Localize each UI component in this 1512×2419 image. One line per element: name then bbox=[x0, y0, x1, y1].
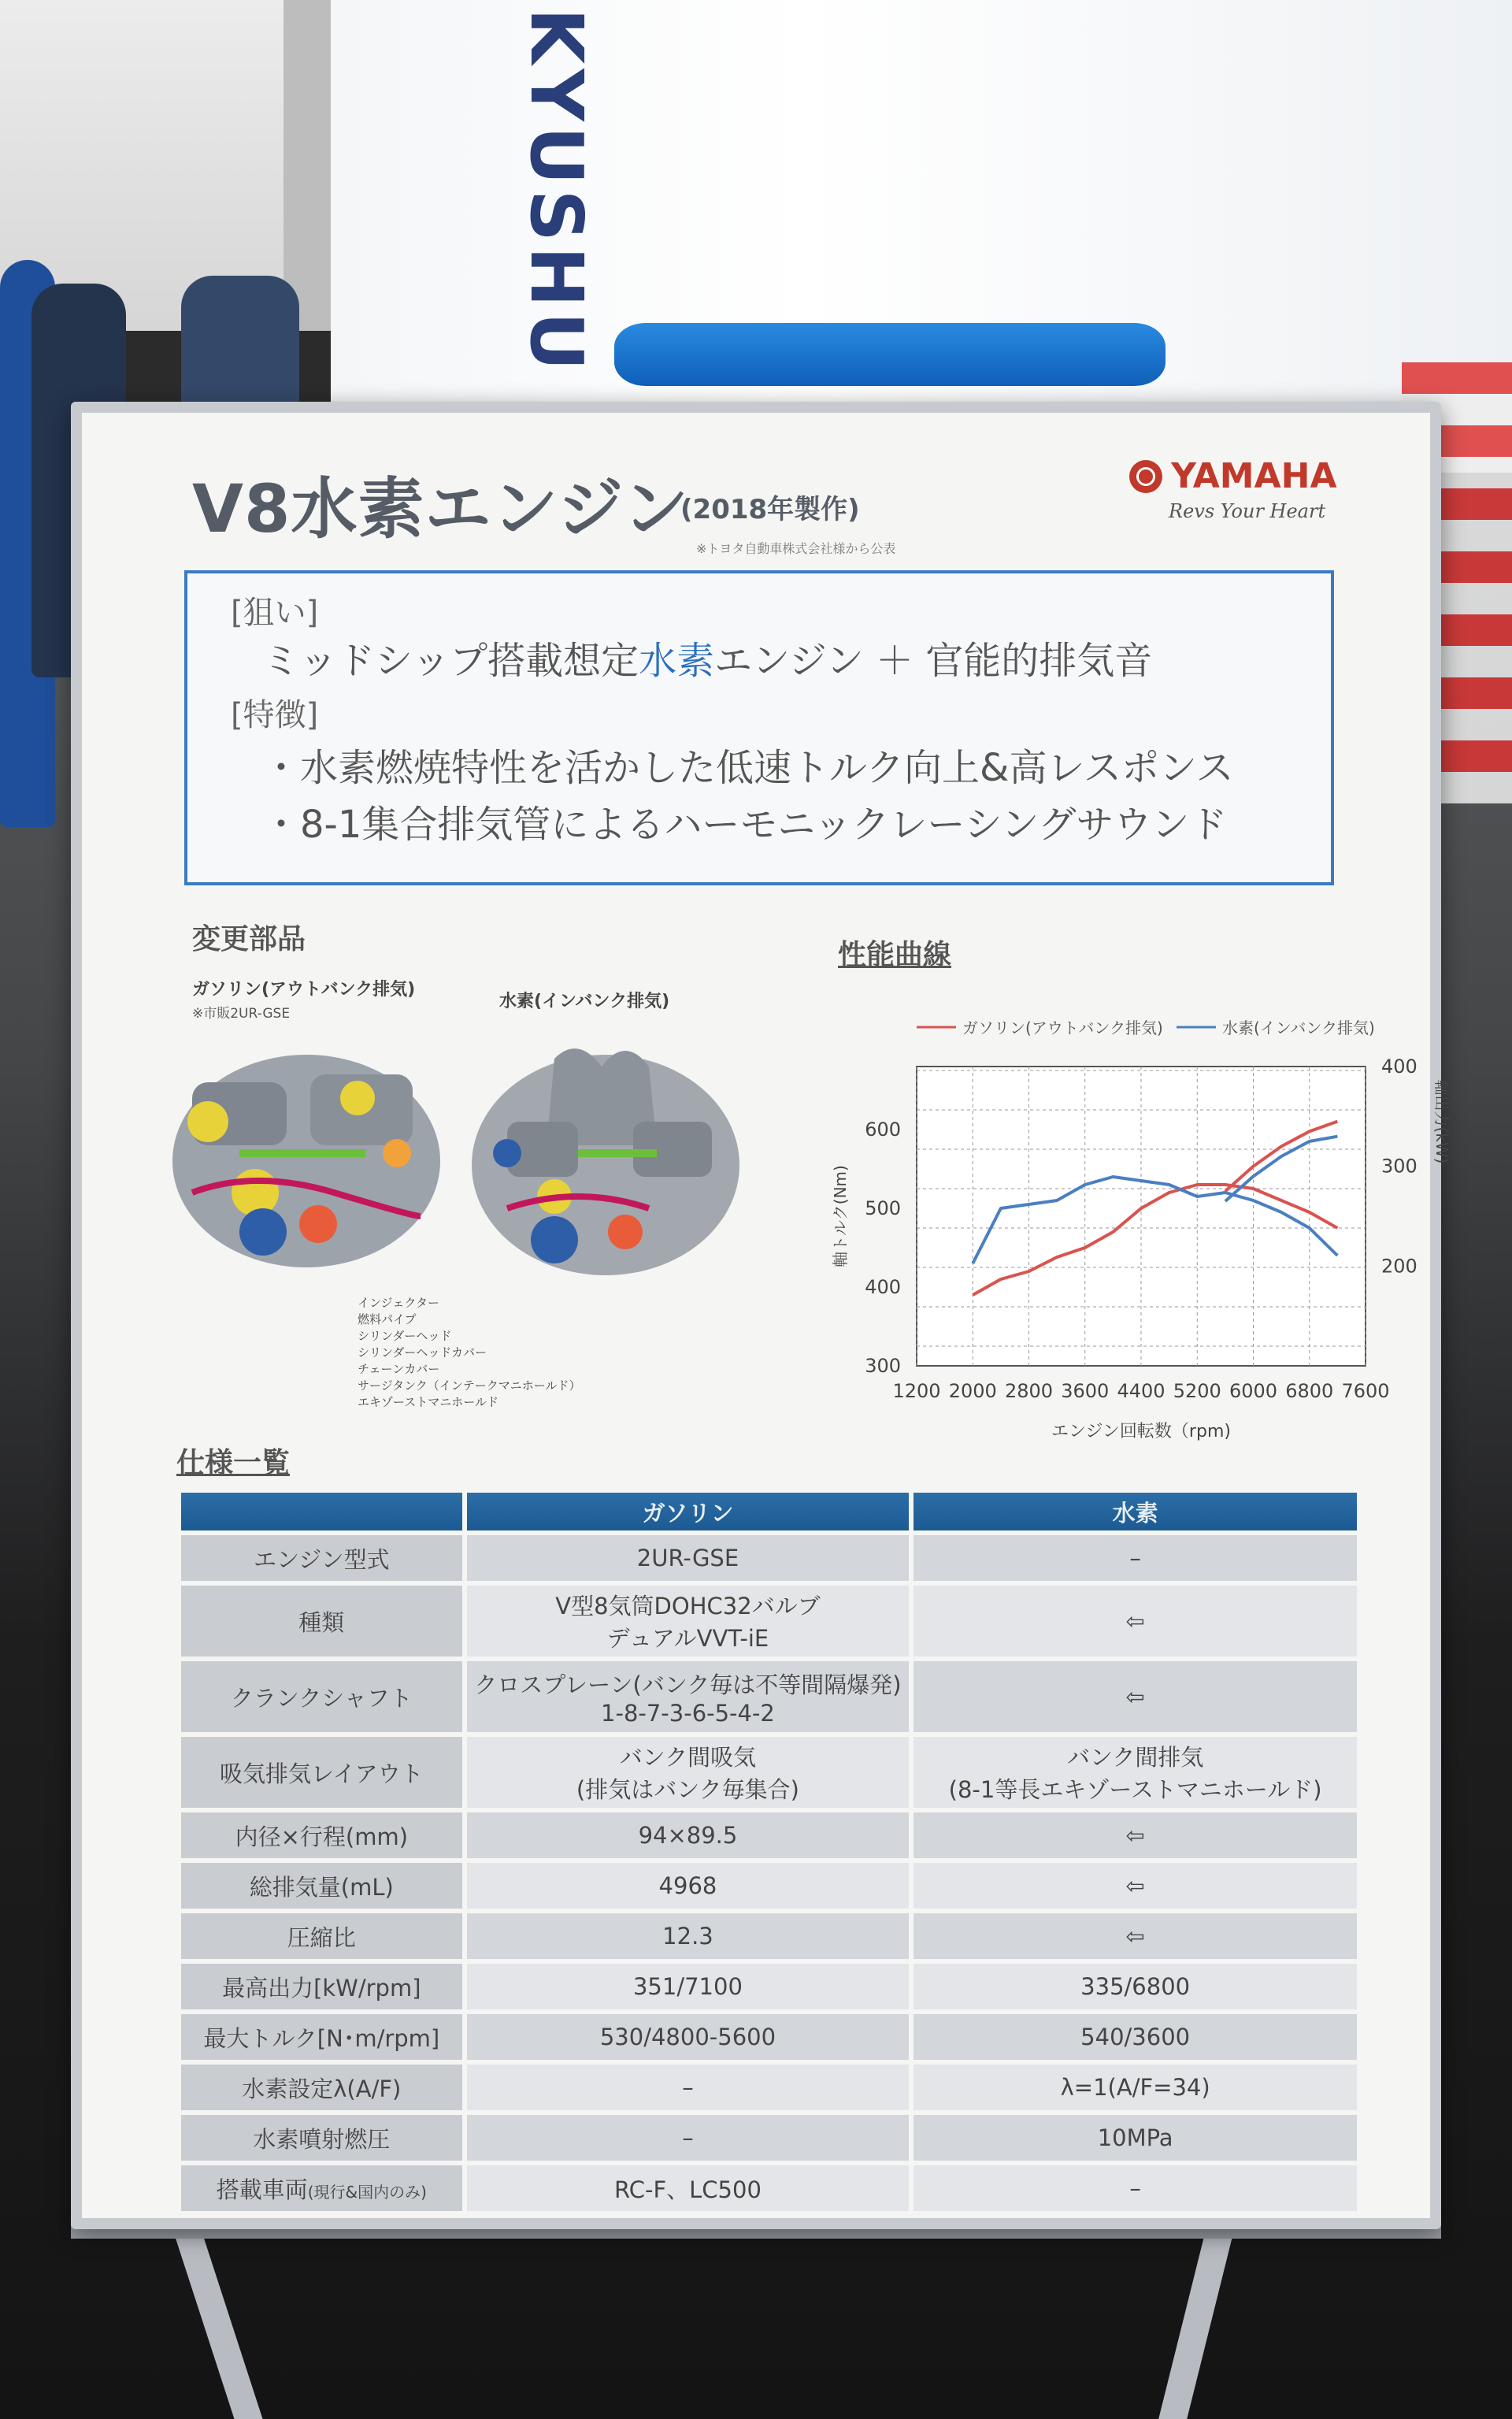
spec-key bbox=[181, 1737, 462, 1808]
chart-x-tick: 4400 bbox=[1117, 1380, 1166, 1402]
visitor bbox=[181, 276, 299, 410]
aim-prefix: ミッドシップ搭載想定 bbox=[262, 639, 639, 683]
spec-hydrogen-value: – bbox=[914, 2165, 1357, 2211]
chart-y-right-tick: 200 bbox=[1381, 1255, 1418, 1278]
chart-y-right-label: 軸出力(kW) bbox=[1432, 1079, 1451, 1164]
spec-gasoline-value: 4968 bbox=[467, 1863, 910, 1909]
board-title: V8水素エンジン bbox=[192, 470, 690, 547]
spec-hydrogen-value: ⇦ bbox=[914, 1812, 1357, 1858]
yamaha-logo bbox=[1129, 456, 1366, 522]
spec-key bbox=[181, 1812, 462, 1858]
spec-gasoline-value: バンク間吸気 (排気はバンク毎集合) bbox=[467, 1737, 910, 1808]
spec-key bbox=[181, 1586, 462, 1657]
spec-key-text: 内径×行程(mm) bbox=[235, 1823, 409, 1850]
spec-col-gasoline: ガソリン bbox=[467, 1493, 910, 1530]
parts-list-item: サージタンク（インテークマニホールド） bbox=[358, 1378, 581, 1393]
spec-key-note: (現行&国内のみ) bbox=[307, 2182, 427, 2202]
hydrogen-engine-image bbox=[460, 1027, 751, 1295]
spec-key-text: 種類 bbox=[298, 1608, 345, 1636]
gasoline-engine-image bbox=[161, 1035, 452, 1295]
parts-list-item: シリンダーヘッド bbox=[358, 1329, 452, 1343]
blue-display-stand bbox=[614, 323, 1166, 386]
spec-key-text: 総排気量(mL) bbox=[249, 1873, 394, 1901]
spec-gasoline-value: RC-F、LC500 bbox=[467, 2165, 910, 2211]
spec-row bbox=[181, 1812, 1357, 1858]
chart-x-tick: 1200 bbox=[892, 1380, 941, 1402]
performance-heading: 性能曲線 bbox=[838, 939, 952, 971]
spec-row bbox=[181, 1661, 1357, 1732]
logo-tagline: Revs Your Heart bbox=[1169, 500, 1326, 522]
spec-key-text: 搭載車両 bbox=[216, 2176, 308, 2203]
spec-hydrogen-value: – bbox=[914, 1535, 1357, 1581]
board-note: ※トヨタ自動車株式会社様から公表 bbox=[696, 541, 896, 556]
parts-list-item: シリンダーヘッドカバー bbox=[358, 1345, 487, 1360]
spec-hydrogen-value: ⇦ bbox=[914, 1863, 1357, 1909]
chart-x-tick: 2000 bbox=[948, 1380, 997, 1402]
aim-suffix: エンジン ＋ 官能的排気音 bbox=[714, 639, 1153, 683]
aim-box bbox=[184, 570, 1334, 885]
tuning-fork-icon bbox=[1129, 460, 1162, 493]
chart-x-tick: 3600 bbox=[1061, 1380, 1110, 1402]
tent-pole bbox=[284, 0, 331, 331]
parts-list bbox=[358, 1295, 581, 1411]
spec-hydrogen-value: ⇦ bbox=[914, 1913, 1357, 1959]
parts-list-item: エキゾーストマニホールド bbox=[358, 1395, 498, 1409]
chart-y-tick: 500 bbox=[865, 1197, 901, 1219]
spec-row bbox=[181, 1737, 1357, 1808]
chart-x-tick: 5200 bbox=[1173, 1380, 1221, 1402]
spec-hydrogen-value: 540/3600 bbox=[914, 2014, 1357, 2060]
chart-x-tick: 6000 bbox=[1228, 1380, 1278, 1402]
hydrogen-engine-label: 水素(インバンク排気) bbox=[499, 992, 670, 1011]
spec-gasoline-value: 530/4800-5600 bbox=[467, 2014, 910, 2060]
logo-brand: YAMAHA bbox=[1171, 456, 1337, 496]
spec-key bbox=[181, 1964, 462, 2009]
spec-hydrogen-value: 10MPa bbox=[914, 2115, 1357, 2161]
spec-key bbox=[181, 2014, 462, 2060]
aim-text bbox=[262, 630, 1152, 685]
chart-x-tick: 6800 bbox=[1285, 1380, 1334, 1402]
spec-key bbox=[181, 1863, 462, 1909]
spec-row bbox=[181, 1863, 1357, 1909]
chart-y-label: 軸トルク(Nm) bbox=[831, 1165, 850, 1267]
chart-legend-label: 水素(インバンク排気) bbox=[1222, 1018, 1375, 1037]
spec-hydrogen-value: ⇦ bbox=[914, 1661, 1357, 1732]
spec-gasoline-value: 351/7100 bbox=[467, 1964, 910, 2009]
spec-key-text: 圧縮比 bbox=[287, 1924, 356, 1951]
spec-key-text: 水素設定λ(A/F) bbox=[242, 2075, 402, 2102]
chart-y-tick: 400 bbox=[865, 1276, 901, 1298]
gasoline-engine-label: ガソリン(アウトバンク排気) bbox=[192, 980, 416, 1000]
spec-row bbox=[181, 2165, 1357, 2211]
spec-key-text: 吸気排気レイアウト bbox=[219, 1760, 424, 1787]
spec-key-text: 水素噴射燃圧 bbox=[253, 2125, 391, 2153]
spec-key bbox=[181, 2115, 462, 2161]
spec-key-text: 最高出力[kW/rpm] bbox=[222, 1974, 421, 2002]
chart-y-right-tick: 400 bbox=[1381, 1056, 1418, 1078]
spec-row bbox=[181, 1964, 1357, 2009]
spec-row bbox=[181, 2115, 1357, 2161]
spec-gasoline-value: – bbox=[467, 2065, 910, 2110]
features-heading: [特徴] bbox=[231, 697, 319, 733]
changed-parts-heading: 変更部品 bbox=[192, 923, 306, 955]
spec-hydrogen-value: 335/6800 bbox=[914, 1964, 1357, 2009]
chart-y-tick: 300 bbox=[865, 1355, 901, 1377]
spec-key bbox=[181, 2165, 462, 2211]
spec-row bbox=[181, 1913, 1357, 1959]
spec-gasoline-value: – bbox=[467, 2115, 910, 2161]
spec-key bbox=[181, 1913, 462, 1959]
spec-key-text: クランクシャフト bbox=[230, 1684, 413, 1712]
chart-x-tick: 2800 bbox=[1004, 1380, 1054, 1402]
spec-key-text: エンジン型式 bbox=[254, 1545, 390, 1573]
spec-row bbox=[181, 1535, 1357, 1581]
aim-heading: [狙い] bbox=[231, 595, 319, 631]
spec-table bbox=[176, 1488, 1362, 2216]
board-subtitle: (2018年製作) bbox=[680, 494, 860, 525]
spec-row bbox=[181, 2065, 1357, 2110]
aim-highlight: 水素 bbox=[639, 639, 715, 683]
feature-2: ・8-1集合排気管によるハーモニックレーシングサウンド bbox=[262, 803, 1228, 847]
chart-x-tick: 7600 bbox=[1341, 1380, 1390, 1402]
chart-legend-label: ガソリン(アウトバンク排気) bbox=[962, 1018, 1163, 1037]
spec-col-hydrogen: 水素 bbox=[914, 1493, 1357, 1530]
chart-x-label: エンジン回転数（rpm) bbox=[1051, 1422, 1231, 1441]
spec-gasoline-value: 12.3 bbox=[467, 1913, 910, 1959]
spec-key bbox=[181, 1661, 462, 1732]
parts-list-item: 燃料パイプ bbox=[358, 1312, 417, 1326]
spec-row bbox=[181, 2014, 1357, 2060]
gasoline-engine-sub: ※市販2UR-GSE bbox=[192, 1006, 291, 1022]
banner-text: KYUSHU bbox=[514, 8, 598, 376]
feature-1: ・水素燃焼特性を活かした低速トルク向上&高レスポンス bbox=[262, 746, 1234, 790]
spec-key bbox=[181, 1535, 462, 1581]
chart-y-tick: 600 bbox=[865, 1119, 901, 1141]
spec-hydrogen-value: バンク間排気 (8-1等長エキゾーストマニホールド) bbox=[914, 1737, 1357, 1808]
spec-gasoline-value: 94×89.5 bbox=[467, 1812, 910, 1858]
performance-chart bbox=[759, 980, 1451, 1484]
spec-gasoline-value: V型8気筒DOHC32バルブ デュアルVVT-iE bbox=[467, 1586, 910, 1657]
spec-key-text: 最大トルク[N･m/rpm] bbox=[203, 2024, 440, 2052]
parts-list-item: チェーンカバー bbox=[358, 1362, 440, 1376]
spec-hydrogen-value: λ=1(A/F=34) bbox=[914, 2065, 1357, 2110]
spec-gasoline-value: 2UR-GSE bbox=[467, 1535, 910, 1581]
spec-col-blank bbox=[181, 1493, 462, 1530]
spec-hydrogen-value: ⇦ bbox=[914, 1586, 1357, 1657]
spec-row bbox=[181, 1586, 1357, 1657]
parts-list-item: インジェクター bbox=[358, 1296, 440, 1310]
spec-heading: 仕様一覧 bbox=[176, 1447, 291, 1479]
spec-key bbox=[181, 2065, 462, 2110]
chart-y-right-tick: 300 bbox=[1381, 1155, 1418, 1178]
spec-gasoline-value: クロスプレーン(バンク毎は不等間隔爆発) 1-8-7-3-6-5-4-2 bbox=[467, 1661, 910, 1732]
info-board bbox=[71, 402, 1451, 2229]
